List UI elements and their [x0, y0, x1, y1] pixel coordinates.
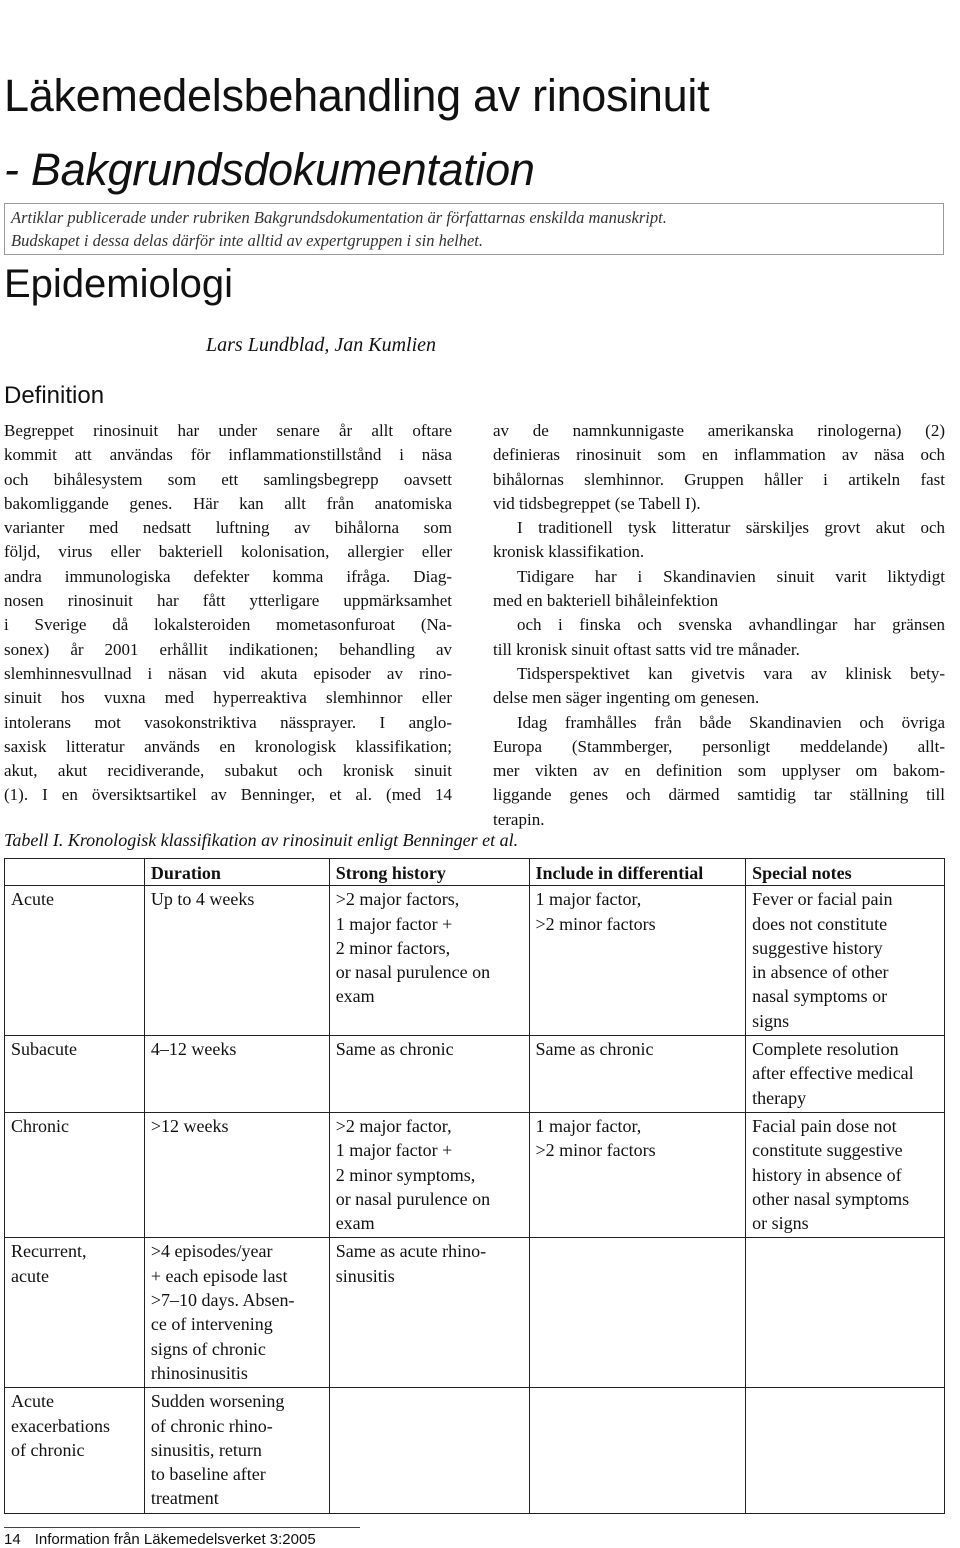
body-column-left	[4, 419, 452, 808]
table-cell	[529, 1036, 746, 1113]
table-row	[5, 1112, 945, 1237]
table-cell	[144, 1388, 329, 1513]
publication-name: Information från Läkemedelsverket 3:2005	[34, 1531, 316, 1548]
cell-line: exam	[335, 1213, 375, 1234]
cell-line: + each episode last	[150, 1265, 288, 1286]
table-row	[5, 1036, 945, 1113]
cell-line: of chronic	[11, 1439, 85, 1460]
authors: Lars Lundblad, Jan Kumlien	[206, 334, 437, 356]
body-line: liggande genes och därmed samtidig tar ställning till	[493, 785, 945, 805]
table-cell	[746, 1112, 945, 1237]
cell-line: history in absence of	[752, 1164, 902, 1185]
table-header-cell: Strong history	[329, 859, 529, 886]
table-cell	[746, 1036, 945, 1113]
disclaimer-box	[4, 203, 944, 255]
body-line: och bihålesystem som ett samlingsbegrepp oavsett	[4, 469, 452, 489]
classification-table	[4, 858, 945, 1514]
table-header-row	[5, 859, 945, 886]
cell-line: Sudden worsening	[150, 1391, 285, 1412]
cell-line: 1 major factor +	[335, 1140, 453, 1161]
cell-line: Same as chronic	[335, 1039, 454, 1060]
body-line: mer vikten av en definition som upplyser om bakom-	[493, 761, 945, 781]
cell-line: therapy	[752, 1087, 807, 1108]
cell-line: 4–12 weeks	[150, 1039, 237, 1060]
cell-line: or nasal purulence on	[335, 962, 491, 983]
table-cell	[144, 886, 329, 1036]
cell-line: signs of chronic	[150, 1338, 266, 1359]
table-cell	[5, 1388, 145, 1513]
cell-line: Facial pain dose not	[752, 1115, 897, 1136]
section-title: Epidemiologi	[4, 262, 234, 306]
table-cell	[329, 886, 529, 1036]
table-cell	[746, 1238, 945, 1388]
footer-rule	[4, 1527, 360, 1528]
table-cell	[746, 886, 945, 1036]
table-caption: Tabell I. Kronologisk klassifikation av rinosinuit enligt Benninger et al.	[4, 830, 519, 850]
body-line: terapin.	[493, 809, 545, 829]
cell-line: Acute	[11, 889, 54, 910]
cell-line: Same as acute rhino-	[335, 1241, 487, 1262]
body-line: Europa (Stammberger, personligt meddelande) allt-	[493, 736, 945, 756]
cell-line: Same as chronic	[535, 1039, 654, 1060]
cell-line: of chronic rhino-	[150, 1415, 273, 1436]
body-line: delse men säger ingenting om genesen.	[493, 688, 760, 708]
body-line: I traditionell tysk litteratur särskiljes grovt akut och	[517, 518, 945, 538]
body-line: sonex) år 2001 erhållit indikationen; behandling av	[4, 639, 452, 659]
cell-line: Recurrent,	[11, 1241, 87, 1262]
table-header-cell: Include in differential	[529, 859, 746, 886]
table-cell	[5, 1036, 145, 1113]
table-cell	[746, 1388, 945, 1513]
cell-line: sinusitis, return	[150, 1439, 262, 1460]
body-line: bihålornas slemhinnor. Gruppen håller i artikeln fast	[493, 469, 945, 489]
table-cell	[5, 1112, 145, 1237]
table-cell	[5, 886, 145, 1036]
cell-line: constitute suggestive	[752, 1140, 903, 1161]
body-line: akut, akut recidiverande, subakut och kronisk sinuit	[4, 761, 452, 781]
cell-line: suggestive history	[752, 937, 883, 958]
cell-line: acute	[11, 1265, 49, 1286]
cell-line: or nasal purulence on	[335, 1188, 491, 1209]
table-cell	[329, 1388, 529, 1513]
cell-line: >4 episodes/year	[150, 1241, 273, 1262]
disclaimer-line: Artiklar publicerade under rubriken Bakgrundsdokumentation är författarnas enskilda manuskript.	[11, 208, 667, 227]
cell-line: other nasal symptoms	[752, 1188, 910, 1209]
cell-line: or signs	[752, 1213, 809, 1234]
body-line: (1). I en översiktsartikel av Benninger, et al. (med 14	[4, 785, 452, 805]
table-header-cell: Duration	[144, 859, 329, 886]
cell-line: exacerbations	[11, 1415, 110, 1436]
cell-line: sinusitis	[335, 1265, 395, 1286]
document-title-line-2: - Bakgrundsdokumentation	[4, 144, 535, 195]
subheading-definition: Definition	[4, 382, 105, 409]
cell-line: Up to 4 weeks	[150, 889, 255, 910]
table-cell	[529, 1112, 746, 1237]
body-line: andra immunologiska defekter komma ifråga. Diag-	[4, 566, 452, 586]
body-line: Idag framhålles från både Skandinavien och övriga	[517, 712, 945, 732]
page-number: 14	[4, 1531, 21, 1548]
cell-line: >2 major factor,	[335, 1115, 452, 1136]
cell-line: Subacute	[11, 1039, 77, 1060]
body-line: slemhinnesvullnad i näsan vid akuta episoder av rino-	[4, 663, 452, 683]
table-cell	[329, 1112, 529, 1237]
cell-line: 1 major factor,	[535, 889, 642, 910]
table-row	[5, 886, 945, 1036]
cell-line: signs	[752, 1010, 790, 1031]
cell-line: treatment	[150, 1488, 219, 1509]
cell-line: Acute	[11, 1391, 54, 1412]
cell-line: >2 minor factors	[535, 913, 656, 934]
table-header-cell	[5, 859, 145, 886]
body-line: till kronisk sinuit oftast satts vid tre månader.	[493, 639, 800, 659]
body-line: Tidsperspektivet kan givetvis vara av klinisk bety-	[517, 663, 945, 683]
body-line: av de namnkunnigaste amerikanska rinologerna) (2)	[493, 421, 945, 440]
body-line: och i finska och svenska avhandlingar har gränsen	[517, 615, 945, 635]
table-cell	[329, 1036, 529, 1113]
disclaimer-line: Budskapet i dessa delas därför inte alltid av expertgruppen i sin helhet.	[11, 231, 484, 250]
cell-line: Fever or facial pain	[752, 889, 893, 910]
table-cell	[144, 1036, 329, 1113]
cell-line: ce of intervening	[150, 1314, 273, 1335]
cell-line: rhinosinusitis	[150, 1362, 248, 1383]
table-header-cell: Special notes	[746, 859, 945, 886]
table-cell	[5, 1238, 145, 1388]
cell-line: 2 minor factors,	[335, 937, 451, 958]
body-line: Tidigare har i Skandinavien sinuit varit liktydigt	[517, 566, 945, 586]
cell-line: in absence of other	[752, 962, 889, 983]
table-row	[5, 1388, 945, 1513]
cell-line: does not constitute	[752, 913, 888, 934]
cell-line: exam	[335, 986, 375, 1007]
cell-line: 1 major factor,	[535, 1115, 642, 1136]
page-footer	[4, 1531, 316, 1548]
table-cell	[529, 886, 746, 1036]
cell-line: 1 major factor +	[335, 913, 453, 934]
body-line: bakomliggande genes. Här kan allt från anatomiska	[4, 493, 452, 513]
cell-line: Complete resolution	[752, 1039, 899, 1060]
body-line: Begreppet rinosinuit har under senare år allt oftare	[4, 421, 452, 440]
body-line: saxisk litteratur används en kronologisk klassifikation;	[4, 736, 452, 756]
body-line: vid tidsbegreppet (se Tabell I).	[493, 493, 701, 513]
body-line: sinuit hos vuxna med hyperreaktiva slemhinnor eller	[4, 688, 452, 708]
cell-line: >2 major factors,	[335, 889, 460, 910]
body-line: i Sverige då lokalsteroiden mometasonfuroat (Na-	[4, 615, 452, 635]
cell-line: after effective medical	[752, 1063, 914, 1084]
table-cell	[329, 1238, 529, 1388]
table-cell	[144, 1238, 329, 1388]
body-line: kommit att användas för inflammationstillstånd i näsa	[4, 445, 452, 465]
document-title-line-1: Läkemedelsbehandling av rinosinuit	[4, 70, 710, 121]
body-line: med en bakteriell bihåleinfektion	[493, 591, 719, 611]
cell-line: 2 minor symptoms,	[335, 1164, 476, 1185]
body-line: nosen rinosinuit har fått ytterligare uppmärksamhet	[4, 591, 452, 611]
body-line: definieras rinosinuit som en inflammation av näsa och	[493, 445, 945, 465]
cell-line: >7–10 days. Absen-	[150, 1290, 295, 1311]
cell-line: to baseline after	[150, 1464, 266, 1485]
cell-line: >12 weeks	[150, 1115, 229, 1136]
body-line: intolerans mot vasokonstriktiva nässprayer. I anglo-	[4, 712, 452, 732]
cell-line: >2 minor factors	[535, 1140, 656, 1161]
body-column-right	[493, 419, 945, 832]
table-cell	[144, 1112, 329, 1237]
body-line: kronisk klassifikation.	[493, 542, 645, 562]
body-line: följd, virus eller bakteriell kolonisation, allergier eller	[4, 542, 452, 562]
cell-line: nasal symptoms or	[752, 986, 888, 1007]
table-row	[5, 1238, 945, 1388]
table-cell	[529, 1388, 746, 1513]
body-line: varianter med nedsatt luftning av bihålorna som	[4, 518, 452, 538]
table-cell	[529, 1238, 746, 1388]
cell-line: Chronic	[11, 1115, 69, 1136]
